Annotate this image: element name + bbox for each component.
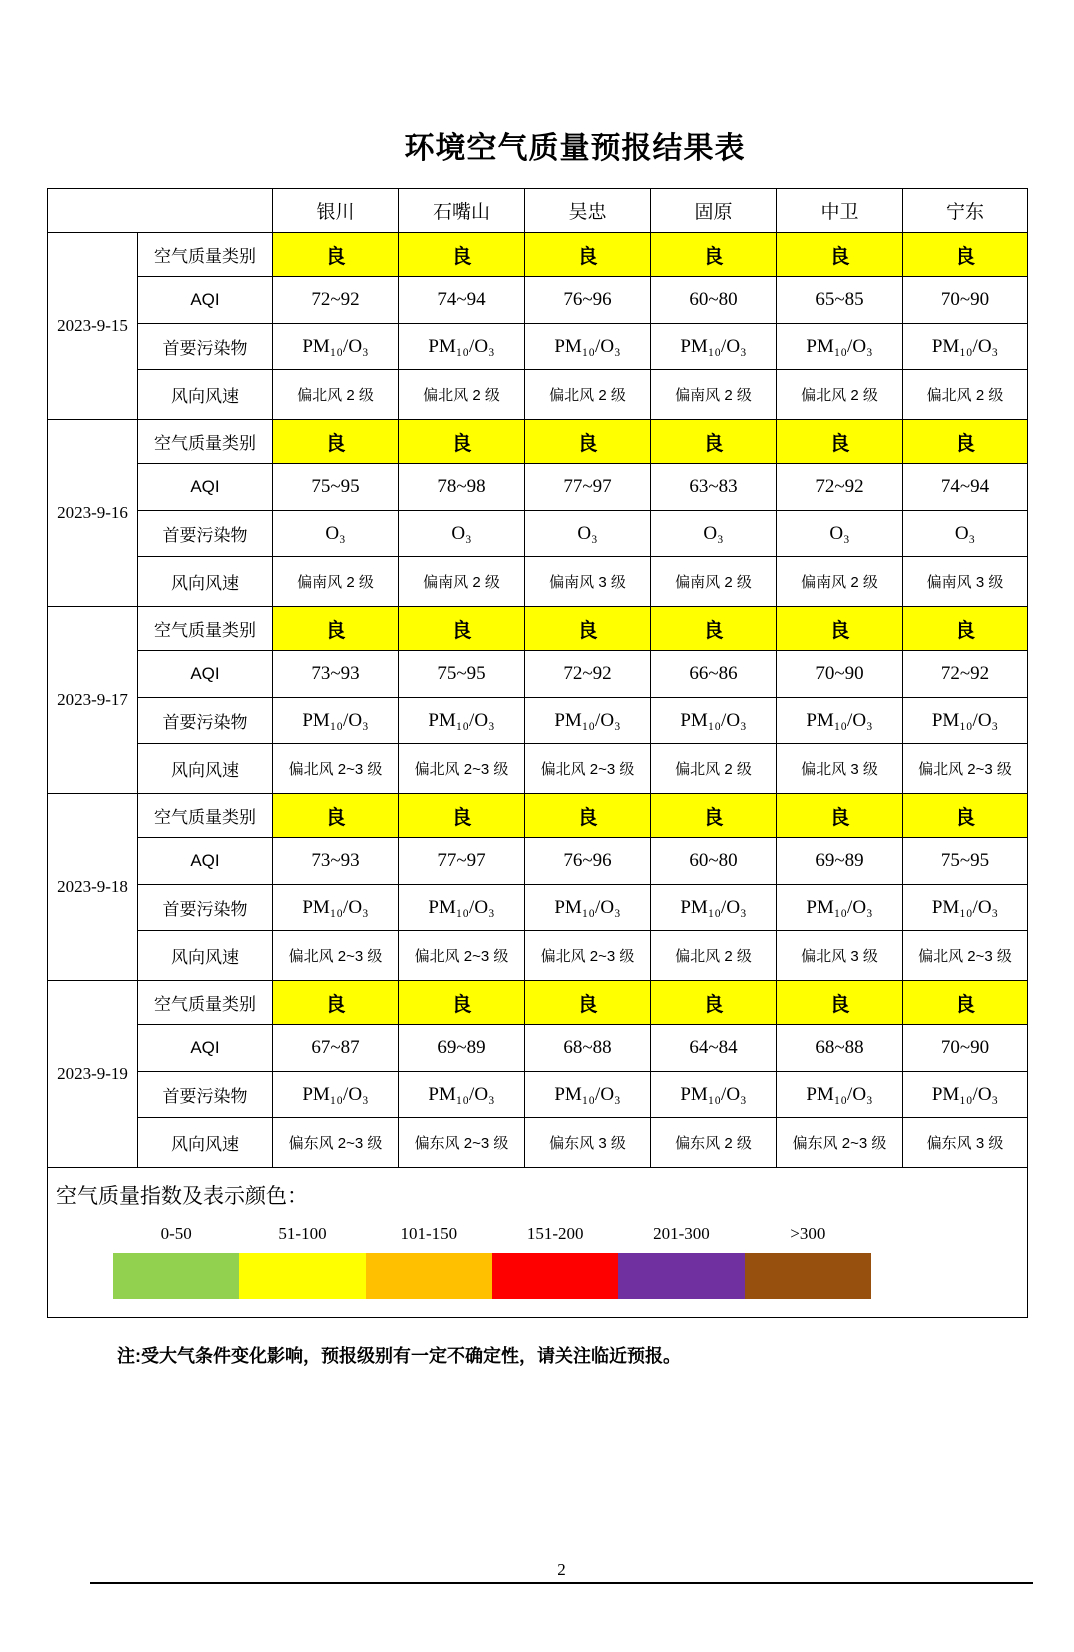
wind-cell: 偏北风 2~3 级 (399, 931, 525, 981)
legend-row (48, 1168, 1028, 1318)
pollutant-cell: O₃ (399, 511, 525, 557)
table-row (48, 651, 1028, 698)
aqi-category-cell: 良 (651, 420, 777, 464)
pollutant-cell: PM₁₀/O₃ (525, 324, 651, 370)
legend-range-label: 151-200 (526, 1224, 584, 1243)
city-header: 宁东 (903, 189, 1028, 233)
pollutant-cell: PM₁₀/O₃ (273, 698, 399, 744)
table-row (48, 464, 1028, 511)
aqi-value-cell: 74~94 (399, 277, 525, 324)
table-row (48, 931, 1028, 981)
pollutant-cell: PM₁₀/O₃ (651, 885, 777, 931)
pollutant-cell: PM₁₀/O₃ (273, 1072, 399, 1118)
row-label: 空气质量类别 (138, 420, 273, 464)
pollutant-cell: O₃ (651, 511, 777, 557)
table-row (48, 981, 1028, 1025)
aqi-category-cell: 良 (273, 607, 399, 651)
aqi-category-cell: 良 (399, 420, 525, 464)
pollutant-cell: PM₁₀/O₃ (777, 885, 903, 931)
date-cell: 2023-9-15 (48, 233, 138, 420)
row-label: AQI (138, 277, 273, 324)
table-row (48, 744, 1028, 794)
wind-cell: 偏北风 2 级 (525, 370, 651, 420)
aqi-category-cell: 良 (777, 981, 903, 1025)
legend-color-swatch (239, 1253, 365, 1299)
aqi-value-cell: 75~95 (399, 651, 525, 698)
aqi-value-cell: 76~96 (525, 277, 651, 324)
date-cell: 2023-9-17 (48, 607, 138, 794)
table-row (48, 1118, 1028, 1168)
pollutant-cell: O₃ (525, 511, 651, 557)
pollutant-cell: PM₁₀/O₃ (777, 324, 903, 370)
pollutant-cell: PM₁₀/O₃ (399, 885, 525, 931)
aqi-value-cell: 63~83 (651, 464, 777, 511)
aqi-category-cell: 良 (399, 794, 525, 838)
wind-cell: 偏东风 2~3 级 (399, 1118, 525, 1168)
aqi-value-cell: 70~90 (903, 1025, 1028, 1072)
date-cell: 2023-9-19 (48, 981, 138, 1168)
wind-cell: 偏北风 2 级 (273, 370, 399, 420)
wind-cell: 偏东风 2~3 级 (777, 1118, 903, 1168)
wind-cell: 偏南风 2 级 (273, 557, 399, 607)
aqi-value-cell: 60~80 (651, 277, 777, 324)
aqi-value-cell: 66~86 (651, 651, 777, 698)
city-header: 固原 (651, 189, 777, 233)
legend-range-label: 0-50 (160, 1224, 192, 1243)
pollutant-cell: PM₁₀/O₃ (651, 324, 777, 370)
row-label: 风向风速 (138, 744, 273, 794)
row-label: AQI (138, 838, 273, 885)
pollutant-cell: PM₁₀/O₃ (903, 698, 1028, 744)
aqi-value-cell: 78~98 (399, 464, 525, 511)
page-number: 2 (90, 1560, 1033, 1584)
aqi-value-cell: 69~89 (399, 1025, 525, 1072)
wind-cell: 偏北风 2~3 级 (399, 744, 525, 794)
aqi-category-cell: 良 (903, 607, 1028, 651)
table-row (48, 420, 1028, 464)
aqi-value-cell: 72~92 (777, 464, 903, 511)
pollutant-cell: PM₁₀/O₃ (273, 324, 399, 370)
row-label: AQI (138, 651, 273, 698)
pollutant-cell: PM₁₀/O₃ (399, 1072, 525, 1118)
table-row (48, 324, 1028, 370)
legend-range-label: 201-300 (653, 1224, 710, 1243)
aqi-value-cell: 67~87 (273, 1025, 399, 1072)
row-label: 首要污染物 (138, 885, 273, 931)
aqi-value-cell: 73~93 (273, 838, 399, 885)
row-label: 空气质量类别 (138, 794, 273, 838)
table-row (48, 838, 1028, 885)
aqi-category-cell: 良 (399, 607, 525, 651)
legend-color-swatch (618, 1253, 744, 1299)
legend-color-swatch (113, 1253, 239, 1299)
aqi-value-cell: 74~94 (903, 464, 1028, 511)
aqi-category-cell: 良 (651, 607, 777, 651)
legend-range-label: 51-100 (278, 1224, 327, 1243)
aqi-category-cell: 良 (903, 981, 1028, 1025)
wind-cell: 偏南风 3 级 (525, 557, 651, 607)
table-row (48, 698, 1028, 744)
table-row (48, 557, 1028, 607)
table-row (48, 370, 1028, 420)
pollutant-cell: PM₁₀/O₃ (525, 1072, 651, 1118)
wind-cell: 偏北风 2~3 级 (525, 744, 651, 794)
aqi-category-cell: 良 (273, 420, 399, 464)
pollutant-cell: PM₁₀/O₃ (903, 885, 1028, 931)
pollutant-cell: PM₁₀/O₃ (651, 698, 777, 744)
aqi-value-cell: 69~89 (777, 838, 903, 885)
row-label: 空气质量类别 (138, 607, 273, 651)
wind-cell: 偏北风 2 级 (777, 370, 903, 420)
city-header: 石嘴山 (399, 189, 525, 233)
legend-color-swatch (492, 1253, 618, 1299)
aqi-value-cell: 60~80 (651, 838, 777, 885)
aqi-category-cell: 良 (651, 233, 777, 277)
row-label: 首要污染物 (138, 1072, 273, 1118)
footer-note: 注:受大气条件变化影响，预报级别有一定不确定性，请关注临近预报。 (117, 1346, 681, 1366)
pollutant-cell: PM₁₀/O₃ (399, 698, 525, 744)
legend-title: 空气质量指数及表示颜色： (56, 1185, 308, 1208)
wind-cell: 偏北风 3 级 (777, 931, 903, 981)
wind-cell: 偏北风 2 级 (903, 370, 1028, 420)
row-label: AQI (138, 1025, 273, 1072)
aqi-category-cell: 良 (651, 794, 777, 838)
table-row (48, 1025, 1028, 1072)
aqi-category-cell: 良 (399, 233, 525, 277)
aqi-category-cell: 良 (273, 794, 399, 838)
date-cell: 2023-9-18 (48, 794, 138, 981)
table-row (48, 1072, 1028, 1118)
wind-cell: 偏东风 3 级 (903, 1118, 1028, 1168)
wind-cell: 偏北风 2 级 (399, 370, 525, 420)
aqi-value-cell: 72~92 (525, 651, 651, 698)
aqi-category-cell: 良 (525, 233, 651, 277)
aqi-category-cell: 良 (273, 233, 399, 277)
aqi-category-cell: 良 (651, 981, 777, 1025)
wind-cell: 偏南风 3 级 (903, 557, 1028, 607)
pollutant-cell: PM₁₀/O₃ (651, 1072, 777, 1118)
table-row (48, 607, 1028, 651)
aqi-value-cell: 70~90 (777, 651, 903, 698)
aqi-category-cell: 良 (525, 607, 651, 651)
page-title: 环境空气质量预报结果表 (404, 132, 746, 165)
pollutant-cell: PM₁₀/O₃ (903, 324, 1028, 370)
wind-cell: 偏北风 2 级 (651, 744, 777, 794)
wind-cell: 偏北风 2~3 级 (273, 931, 399, 981)
table-header-row (48, 189, 1028, 233)
wind-cell: 偏北风 2~3 级 (525, 931, 651, 981)
aqi-value-cell: 75~95 (903, 838, 1028, 885)
wind-cell: 偏北风 2~3 级 (273, 744, 399, 794)
aqi-category-cell: 良 (777, 794, 903, 838)
aqi-category-cell: 良 (399, 981, 525, 1025)
aqi-value-cell: 73~93 (273, 651, 399, 698)
wind-cell: 偏南风 2 级 (777, 557, 903, 607)
aqi-category-cell: 良 (525, 420, 651, 464)
legend-color-swatch (366, 1253, 492, 1299)
aqi-category-cell: 良 (273, 981, 399, 1025)
aqi-category-cell: 良 (903, 233, 1028, 277)
row-label: 风向风速 (138, 931, 273, 981)
aqi-value-cell: 65~85 (777, 277, 903, 324)
wind-cell: 偏北风 2~3 级 (903, 744, 1028, 794)
aqi-value-cell: 68~88 (525, 1025, 651, 1072)
wind-cell: 偏北风 2~3 级 (903, 931, 1028, 981)
table-row (48, 277, 1028, 324)
forecast-table (47, 188, 1028, 1318)
pollutant-cell: PM₁₀/O₃ (273, 885, 399, 931)
city-header: 银川 (273, 189, 399, 233)
row-label: 首要污染物 (138, 324, 273, 370)
wind-cell: 偏南风 2 级 (651, 557, 777, 607)
aqi-value-cell: 77~97 (399, 838, 525, 885)
pollutant-cell: PM₁₀/O₃ (525, 885, 651, 931)
pollutant-cell: PM₁₀/O₃ (903, 1072, 1028, 1118)
aqi-value-cell: 72~92 (273, 277, 399, 324)
aqi-value-cell: 72~92 (903, 651, 1028, 698)
row-label: 空气质量类别 (138, 981, 273, 1025)
aqi-category-cell: 良 (777, 233, 903, 277)
legend-range-label: >300 (790, 1224, 826, 1243)
pollutant-cell: PM₁₀/O₃ (777, 1072, 903, 1118)
aqi-value-cell: 70~90 (903, 277, 1028, 324)
aqi-category-cell: 良 (777, 607, 903, 651)
aqi-color-scale (113, 1253, 871, 1299)
city-header: 吴忠 (525, 189, 651, 233)
table-row (48, 233, 1028, 277)
aqi-category-cell: 良 (903, 794, 1028, 838)
city-header: 中卫 (777, 189, 903, 233)
wind-cell: 偏南风 2 级 (651, 370, 777, 420)
pollutant-cell: O₃ (273, 511, 399, 557)
aqi-value-cell: 68~88 (777, 1025, 903, 1072)
aqi-category-cell: 良 (525, 981, 651, 1025)
row-label: 风向风速 (138, 370, 273, 420)
wind-cell: 偏东风 2 级 (651, 1118, 777, 1168)
row-label: 空气质量类别 (138, 233, 273, 277)
aqi-category-cell: 良 (525, 794, 651, 838)
aqi-category-cell: 良 (777, 420, 903, 464)
aqi-value-cell: 76~96 (525, 838, 651, 885)
pollutant-cell: PM₁₀/O₃ (399, 324, 525, 370)
pollutant-cell: O₃ (903, 511, 1028, 557)
row-label: 风向风速 (138, 557, 273, 607)
aqi-value-cell: 75~95 (273, 464, 399, 511)
aqi-category-cell: 良 (903, 420, 1028, 464)
wind-cell: 偏北风 3 级 (777, 744, 903, 794)
date-cell: 2023-9-16 (48, 420, 138, 607)
table-row (48, 511, 1028, 557)
legend-range-labels (113, 1224, 871, 1244)
corner-cell (48, 189, 273, 233)
pollutant-cell: O₃ (777, 511, 903, 557)
row-label: 首要污染物 (138, 511, 273, 557)
wind-cell: 偏北风 2 级 (651, 931, 777, 981)
pollutant-cell: PM₁₀/O₃ (777, 698, 903, 744)
table-row (48, 794, 1028, 838)
aqi-legend (48, 1168, 1028, 1318)
legend-range-label: 101-150 (400, 1224, 458, 1243)
row-label: AQI (138, 464, 273, 511)
aqi-value-cell: 77~97 (525, 464, 651, 511)
aqi-value-cell: 64~84 (651, 1025, 777, 1072)
table-row (48, 885, 1028, 931)
legend-color-swatch (745, 1253, 871, 1299)
pollutant-cell: PM₁₀/O₃ (525, 698, 651, 744)
row-label: 风向风速 (138, 1118, 273, 1168)
wind-cell: 偏东风 3 级 (525, 1118, 651, 1168)
row-label: 首要污染物 (138, 698, 273, 744)
wind-cell: 偏东风 2~3 级 (273, 1118, 399, 1168)
wind-cell: 偏南风 2 级 (399, 557, 525, 607)
